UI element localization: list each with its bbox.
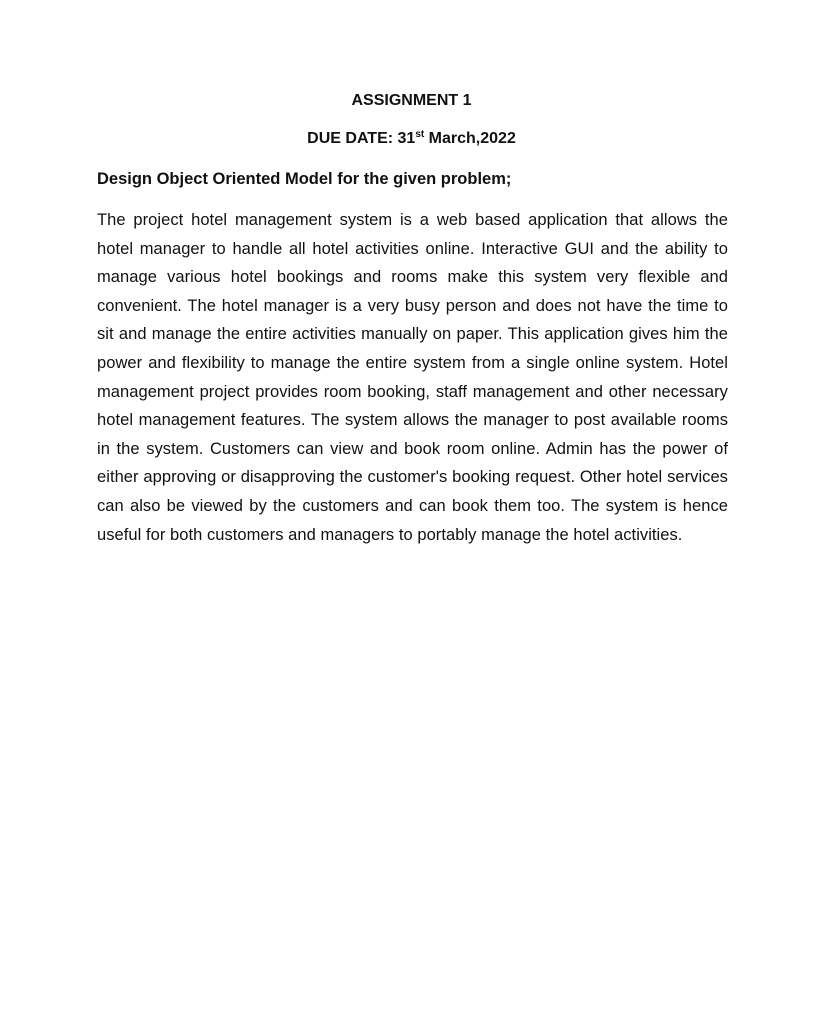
assignment-title: ASSIGNMENT 1 (351, 92, 472, 109)
due-date (0, 128, 823, 150)
section-heading: Design Object Oriented Model for the given problem; (97, 170, 512, 188)
due-date-suffix: March,2022 (424, 130, 516, 147)
problem-description: The project hotel management system is a web based application that allows the hotel manager to handle all hotel activities online. Interactive GUI and the ability to manage various hotel bookings and rooms make this system very flexible and convenient. The hotel manager is a very busy person and does not have the time to sit and manage the entire activities manually on paper. This application gives him the power and flexibility to manage the entire system from a single online system. Hotel management project provides room booking, staff management and other necessary hotel management features. The system allows the manager to post available rooms in the system. Customers can view and book room online. Admin has the power of either approving or disapproving the customer's booking request. Other hotel services can also be viewed by the customers and can book them too. The system is hence useful for both customers and managers to portably manage the hotel activities. (97, 211, 728, 544)
due-date-superscript: st (415, 129, 425, 140)
due-date-prefix: DUE DATE: 31 (307, 130, 416, 147)
